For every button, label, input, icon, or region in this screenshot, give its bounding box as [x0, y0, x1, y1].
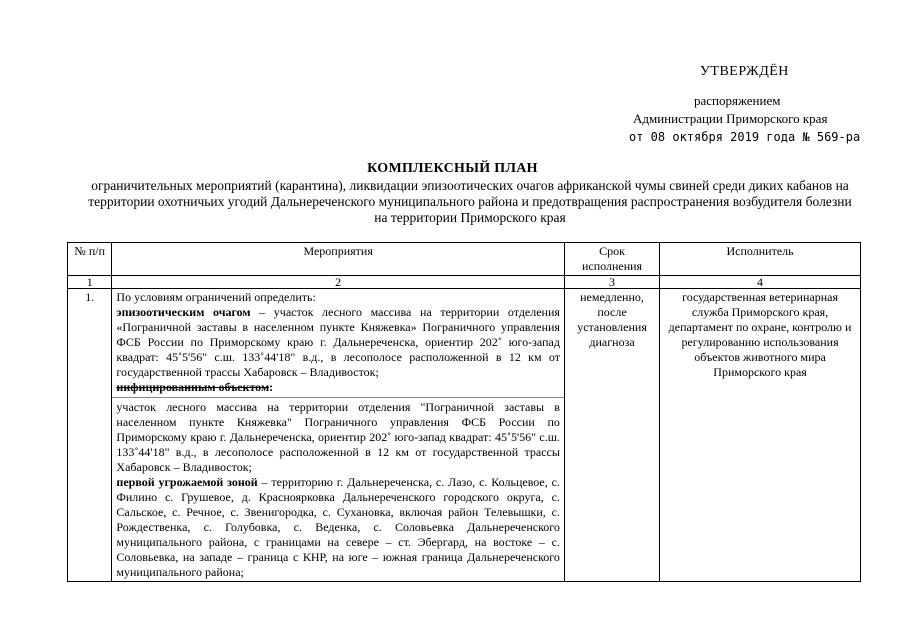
approval-date-number: от 08 октября 2019 года № 569-ра	[629, 130, 861, 144]
outbreak-text: – участок лесного массива на территории отделения «Пограничной заставы в населенном пункте Княжевка» Пограничного управления ФСБ России по Приморскому краю г. Дальнереченска, ориентир 202˚ юго-запад квадрат: 45˚5'56" с.ш. 133˚44'18" в.д., в лесополосе расположенной в 12 км от государственной трассы Хабаровск – Владивосток;	[116, 305, 560, 379]
approval-order-line: распоряжением	[694, 93, 781, 108]
row-number: 1.	[68, 289, 112, 582]
header-deadline: Срок исполнения	[564, 243, 659, 276]
term-infected-colon: :	[269, 380, 274, 394]
document-title: КОМПЛЕКСНЫЙ ПЛАН	[367, 161, 538, 176]
measures-paragraph-infected	[116, 380, 560, 395]
row-deadline: немедленно, после установления диагноза	[564, 289, 659, 582]
approved-heading: УТВЕРЖДЁН	[700, 64, 789, 79]
measures-paragraph-threat-zone	[116, 475, 560, 580]
column-number: 1	[68, 276, 112, 289]
column-number-row	[68, 276, 861, 289]
divider	[112, 397, 564, 398]
row-measures	[112, 289, 565, 582]
infected-text: участок лесного массива на территории отделения "Пограничной заставы в населенном пункте Княжевка" Пограничного управления ФСБ России по Приморскому краю г. Дальнереченска, ориентир 202˚ юго-запад квадрат: 45˚5'56" с.ш. 133˚44'18" в.д., в лесополосе расположенной в 12 км от государственной трассы Хабаровск – Владивосток;	[116, 400, 560, 474]
header-executor: Исполнитель	[660, 243, 861, 276]
table-row	[68, 289, 861, 582]
term-outbreak: эпизоотическим очагом	[116, 305, 251, 319]
column-number: 3	[564, 276, 659, 289]
header-measures: Мероприятия	[112, 243, 565, 276]
table-header-row	[68, 243, 861, 276]
measures-intro: По условиям ограничений определить:	[116, 290, 316, 304]
row-executor: государственная ветеринарная служба Приморского края, департамент по охране, контролю и регулированию использования объектов животного мира Приморского края	[660, 289, 861, 582]
column-number: 4	[660, 276, 861, 289]
column-number: 2	[112, 276, 565, 289]
threat-zone-text: – территорию г. Дальнереченска, с. Лазо, с. Кольцевое, с. Филино с. Грушевое, д. Красноярковка Дальнереченского городского округа, с. Сальское, с. Речное, с. Звенигородка, с. Сухановка, включая район Телевышки, с. Рождественка, с. Голубовка, с. Веденка, с. Соловьевка Дальнереченского муниципального района, с границами на севере – ст. Эбергард, на востоке – с. Соловьевка, на западе – граница с КНР, на юге – южная граница Дальнереченского муниципального района;	[116, 475, 560, 579]
header-number: № п/п	[68, 243, 112, 276]
document-subtitle: ограничительных мероприятий (карантина), ликвидации эпизоотических очагов африканской чумы свиней среди диких кабанов на территории охотничьих угодий Дальнереченского муниципального района и предотвращения распространения возбудителя болезни на территории Приморского края	[88, 178, 852, 225]
measures-paragraph-outbreak	[116, 305, 560, 380]
term-threat-zone: первой угрожаемой зоной	[116, 475, 258, 489]
plan-table	[67, 242, 861, 582]
term-infected-object: инфицированным объектом	[116, 380, 270, 394]
approval-authority: Администрации Приморского края	[633, 111, 828, 126]
